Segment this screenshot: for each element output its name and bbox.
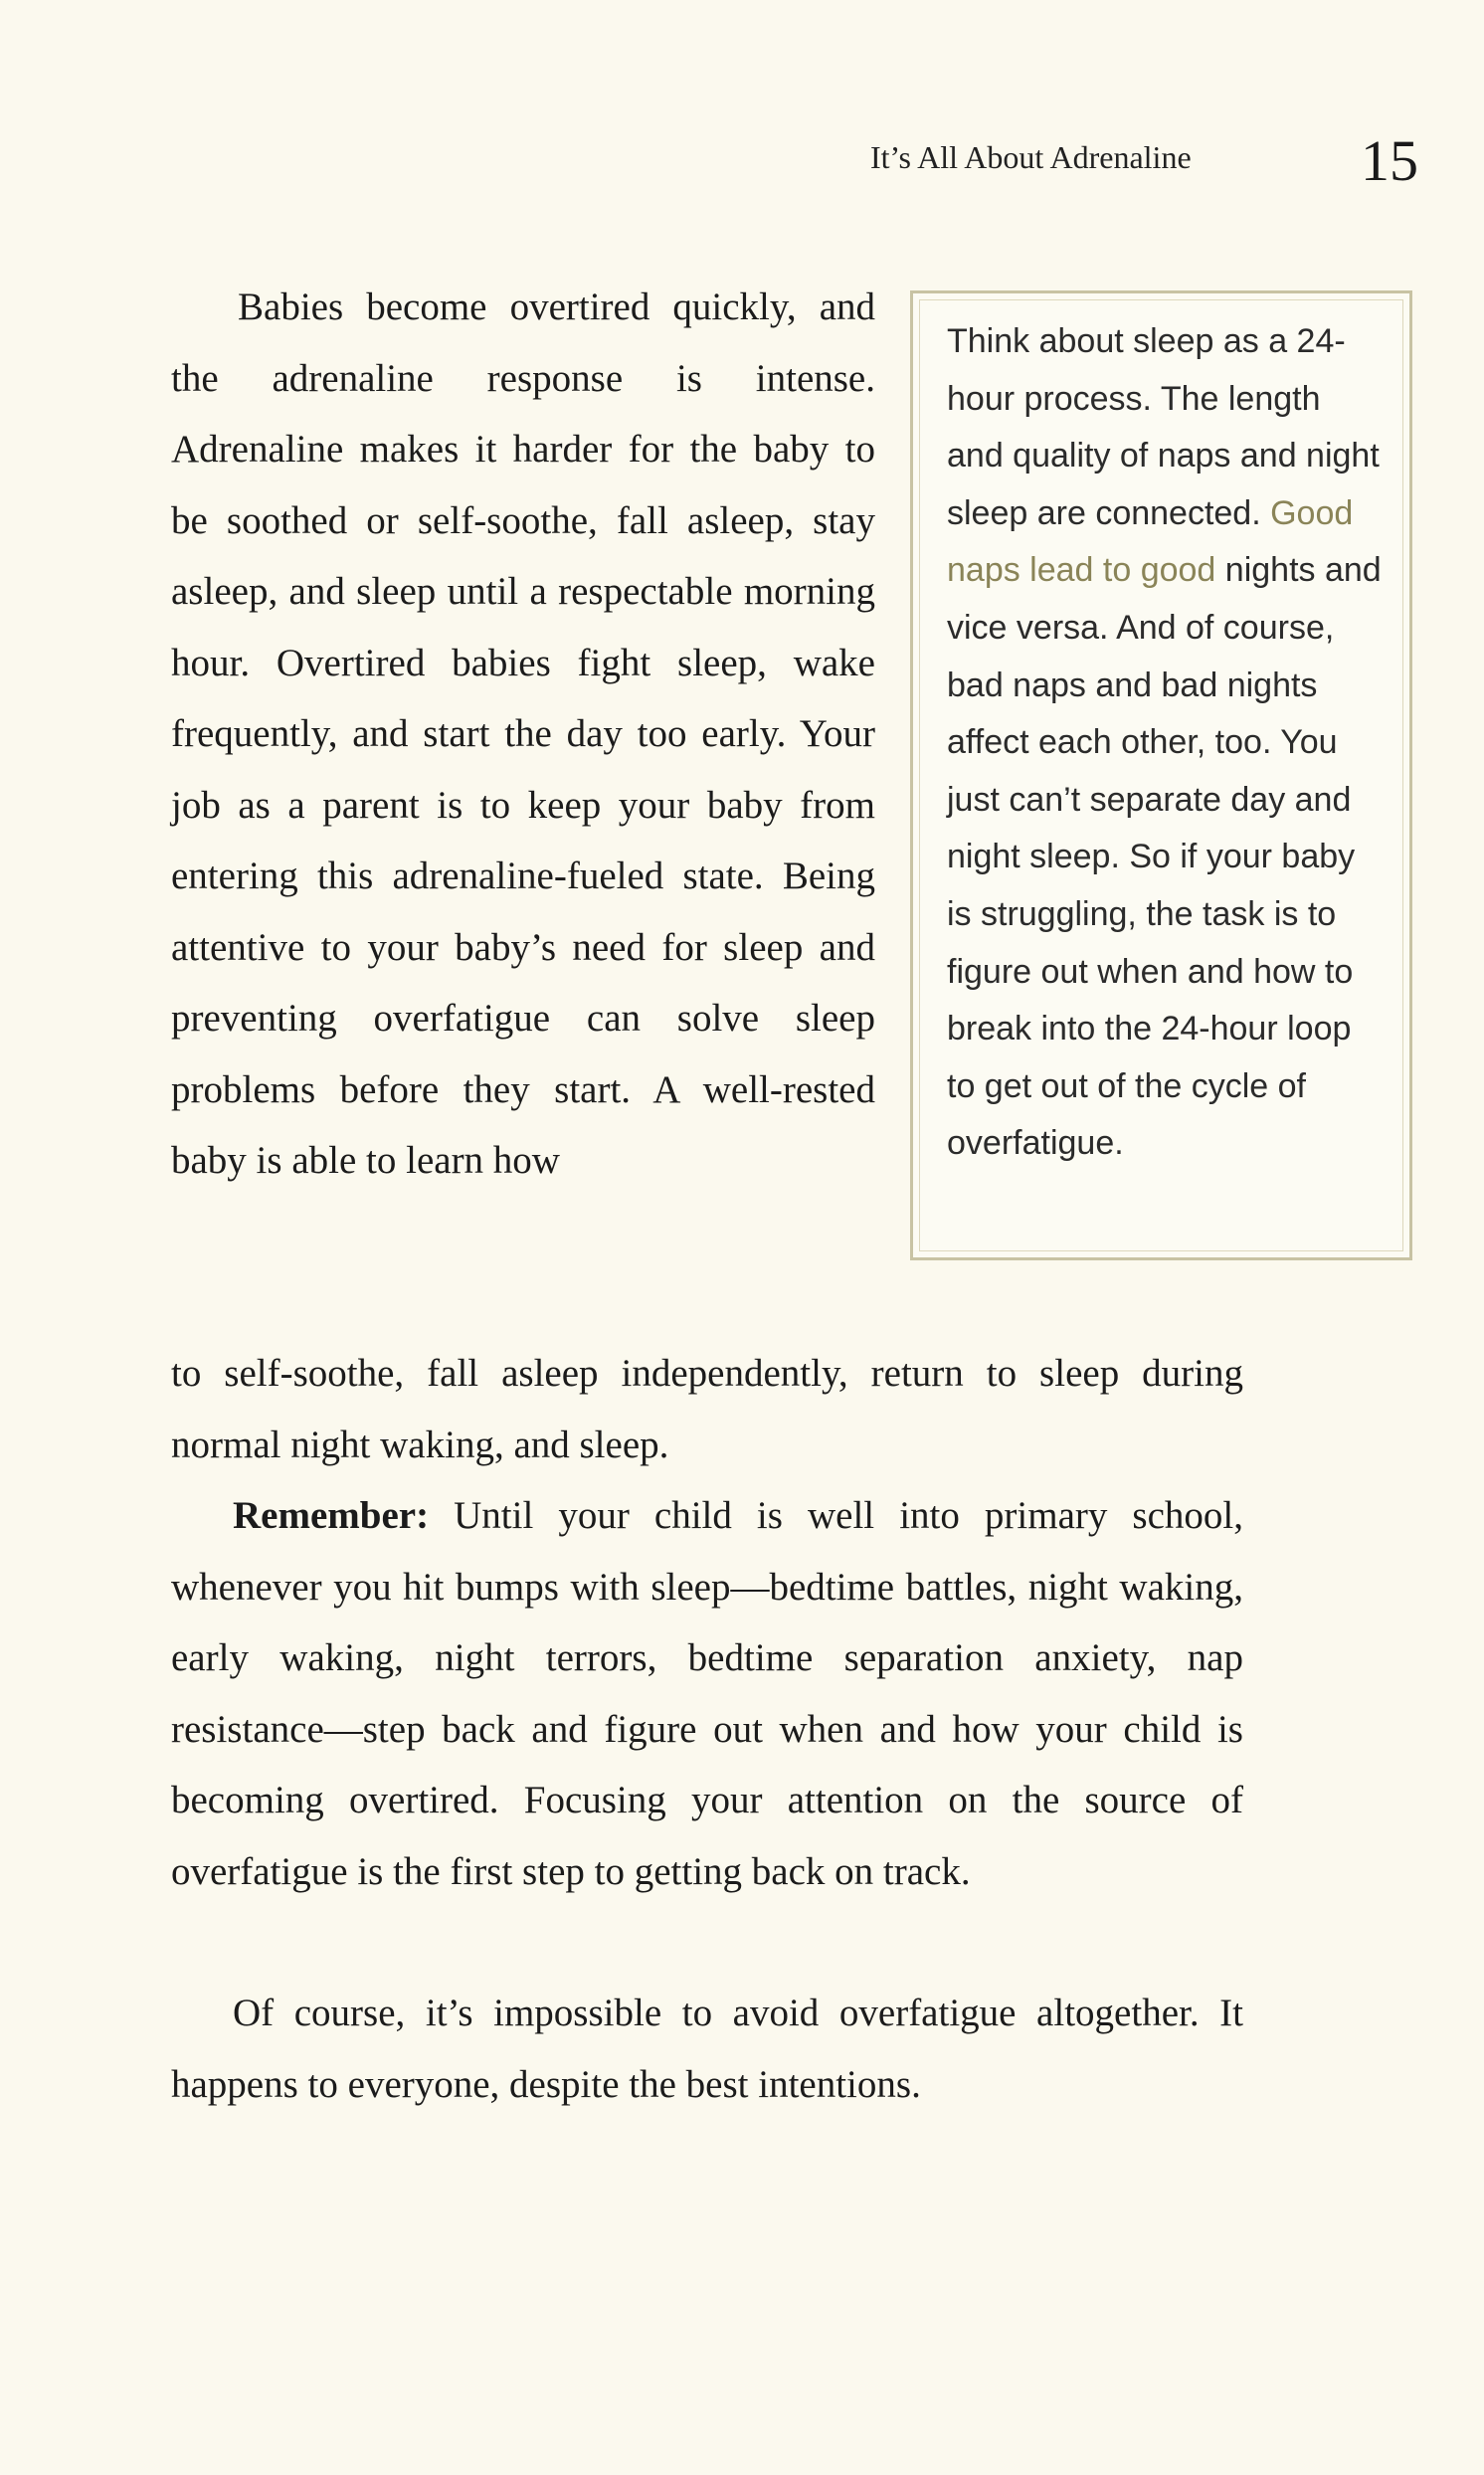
remember-lead: Remember: <box>233 1494 430 1537</box>
body-paragraph-1-continuation: to self-soothe, fall asleep independently, return to sleep during normal night waking, and sleep. <box>171 1352 1243 1466</box>
body-paragraph-2 <box>171 1480 1243 1907</box>
page-number: 15 <box>1361 128 1418 193</box>
body-paragraph-3: Of course, it’s impossible to avoid overfatigue altogether. It happens to everyone, despite the best intentions. <box>171 1992 1243 2106</box>
sidebar-text <box>947 313 1385 1173</box>
sidebar-box <box>910 290 1412 1260</box>
body-paragraph-1-text: Babies become overtired quickly, and the adrenaline response is intense. Adrenaline makes it harder for the baby to be soothed or self-soothe, fall asleep, stay asleep, and sleep until a respectable morning hour. Overtired babies fight sleep, wake frequently, and start the day too early. Your job as a parent is to keep your baby from entering this adrenaline-fueled state. Being attentive to your baby’s need for sleep and preventing overfatigue can solve sleep problems before they start. A well-rested baby is able to learn how <box>171 286 875 1182</box>
body-paragraph-2-text: Until your child is well into primary school, whenever you hit bumps with sleep—bedtime battles, night waking, early waking, night terrors, bedtime separation anxiety, nap resistance—step back and figure out when and how your child is becoming overtired. Focusing your attention on the source of overfatigue is the first step to getting back on track. <box>171 1494 1243 1893</box>
sidebar-highlight: Good naps lead to good <box>947 493 1354 590</box>
body-paragraph-1 <box>171 272 875 1197</box>
running-header-title: It’s All About Adrenaline <box>870 139 1192 175</box>
sidebar-text-before: Think about sleep as a 24-hour process. The length and quality of naps and night sleep are connected. <box>947 322 1380 532</box>
sidebar-text-after: nights and vice versa. And of course, bad naps and bad nights affect each other, too. You just can’t separate day and night sleep. So if your baby is struggling, the task is to figure out when and how to break into the 24-hour loop to get out of the cycle of overfatigue. <box>947 551 1382 1163</box>
